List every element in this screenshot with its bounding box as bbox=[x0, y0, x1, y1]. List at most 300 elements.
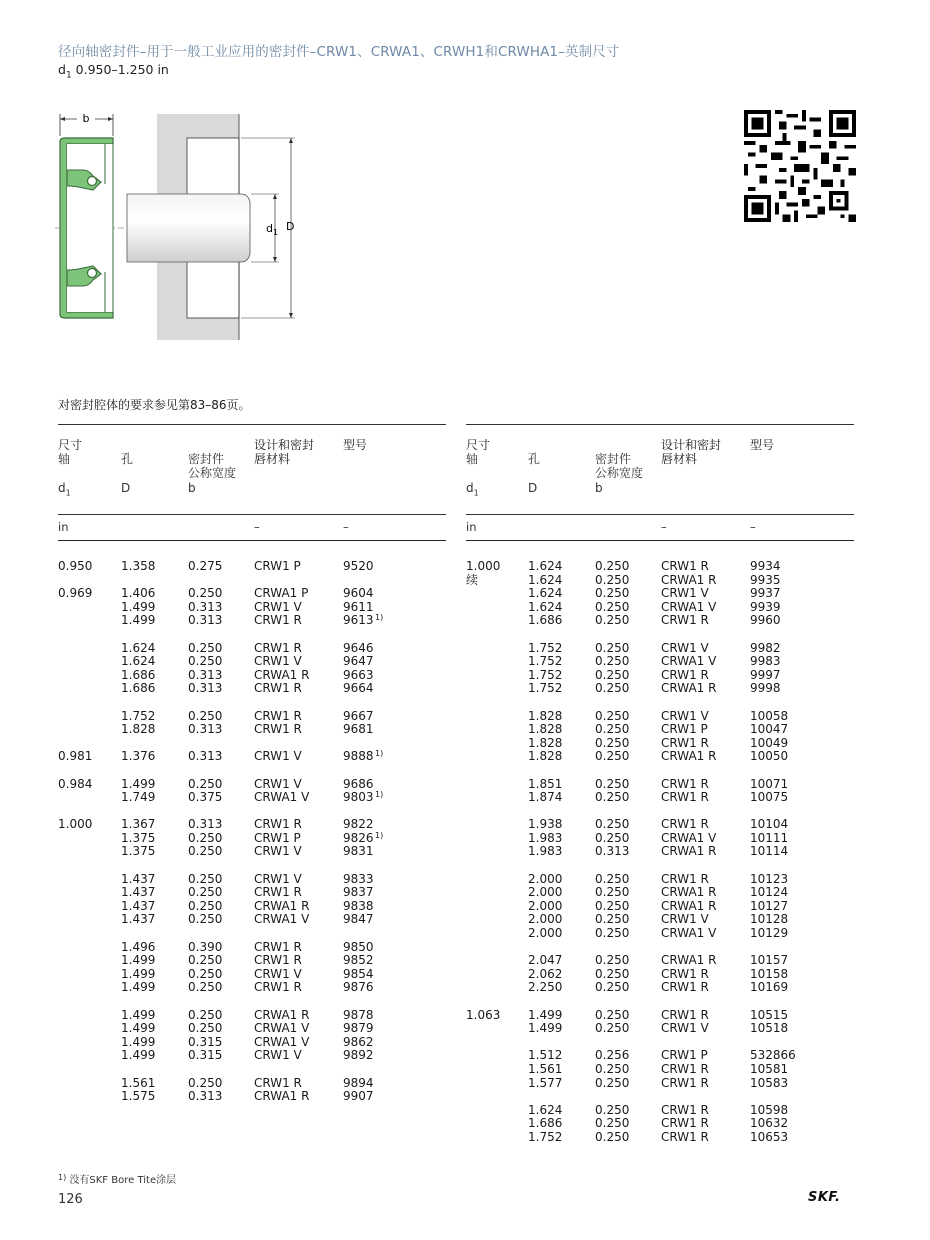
bore-diameter: 2.250 bbox=[528, 980, 563, 995]
table-row bbox=[466, 968, 854, 982]
design-material: CRW1 R bbox=[254, 1075, 302, 1090]
footnote: $^{1)}$ 没有SKF Bore Tite涂层 bbox=[58, 1173, 177, 1186]
design-material: CRW1 V bbox=[254, 776, 302, 791]
design-material: CRW1 R bbox=[661, 613, 709, 628]
seal-width: 0.250 bbox=[595, 926, 630, 941]
bore-diameter: 1.575 bbox=[121, 1089, 156, 1104]
design-material: CRW1 R bbox=[661, 1116, 709, 1131]
table-row bbox=[466, 832, 854, 846]
header-dimensions: 尺寸 bbox=[58, 438, 83, 452]
table-row bbox=[466, 913, 854, 927]
design-material: CRWA1 V bbox=[661, 926, 717, 941]
seal-width: 0.313 bbox=[188, 613, 223, 628]
bore-diameter: 2.000 bbox=[528, 912, 563, 927]
table-row bbox=[466, 682, 854, 696]
label-D: D bbox=[286, 220, 295, 233]
design-material: CRW1 R bbox=[661, 790, 709, 805]
bore-diameter: 1.752 bbox=[528, 640, 563, 655]
design-material: CRW1 R bbox=[254, 817, 302, 832]
seal-width: 0.250 bbox=[188, 586, 223, 601]
table-row bbox=[58, 832, 446, 846]
table-row bbox=[58, 669, 446, 683]
bore-diameter: 1.828 bbox=[528, 708, 563, 723]
design-material: CRW1 V bbox=[254, 1048, 302, 1063]
designation: 9850 bbox=[343, 939, 374, 954]
designation: 9878 bbox=[343, 1007, 374, 1022]
table-row bbox=[466, 642, 854, 656]
designation: 10157 bbox=[750, 953, 789, 968]
seal-width: 0.250 bbox=[595, 871, 630, 886]
table-row bbox=[466, 1117, 854, 1131]
designation: 10653 bbox=[750, 1129, 789, 1144]
design-material: CRWA1 V bbox=[661, 830, 717, 845]
designation: 10050 bbox=[750, 749, 789, 764]
seal-width: 0.250 bbox=[595, 1061, 630, 1076]
table-row bbox=[58, 1009, 446, 1023]
bore-diameter: 2.000 bbox=[528, 898, 563, 913]
seal-width: 0.250 bbox=[595, 817, 630, 832]
table-row bbox=[58, 886, 446, 900]
design-material: CRWA1 R bbox=[254, 898, 310, 913]
table-row bbox=[58, 1036, 446, 1050]
seal-width: 0.250 bbox=[595, 898, 630, 913]
design-material: CRW1 R bbox=[661, 1007, 709, 1022]
design-material: CRW1 R bbox=[661, 559, 709, 573]
seal-width: 0.250 bbox=[595, 681, 630, 696]
bore-diameter: 1.376 bbox=[121, 749, 156, 764]
table-row bbox=[466, 873, 854, 887]
design-material: CRWA1 R bbox=[661, 885, 717, 900]
seal-width: 0.250 bbox=[595, 613, 630, 628]
seal-width: 0.315 bbox=[188, 1034, 223, 1049]
seal-width: 0.250 bbox=[595, 708, 630, 723]
seal-width: 0.250 bbox=[595, 667, 630, 682]
designation: 9854 bbox=[343, 966, 374, 981]
designation: 9822 bbox=[343, 817, 374, 832]
seal-width: 0.250 bbox=[188, 640, 223, 655]
designation: 9803 bbox=[343, 790, 374, 805]
design-material: CRW1 R bbox=[661, 667, 709, 682]
design-material: CRW1 V bbox=[254, 966, 302, 981]
designation: 9907 bbox=[343, 1089, 374, 1104]
header-bore: 孔 bbox=[121, 452, 134, 466]
table-row bbox=[466, 614, 854, 628]
design-material: CRWA1 V bbox=[254, 1021, 310, 1036]
designation: 10047 bbox=[750, 722, 789, 737]
table-row bbox=[466, 1022, 854, 1036]
seal-width: 0.375 bbox=[188, 790, 223, 805]
table-row bbox=[58, 587, 446, 601]
seal-width: 0.250 bbox=[595, 599, 630, 614]
shaft-diameter: 0.969 bbox=[58, 586, 93, 601]
designation: 9667 bbox=[343, 708, 374, 723]
design-material: CRWA1 R bbox=[254, 667, 310, 682]
table-row bbox=[58, 614, 446, 628]
table-row bbox=[58, 873, 446, 887]
table-row bbox=[58, 941, 446, 955]
table-row bbox=[58, 723, 446, 737]
design-material: CRW1 R bbox=[254, 613, 302, 628]
header-design: 设计和密封 唇材料 bbox=[254, 438, 315, 466]
design-material: CRWA1 R bbox=[661, 749, 717, 764]
bore-diameter: 1.437 bbox=[121, 912, 156, 927]
designation: 9892 bbox=[343, 1048, 374, 1063]
designation: 9960 bbox=[750, 613, 781, 628]
bore-diameter: 1.499 bbox=[121, 953, 156, 968]
designation: 9664 bbox=[343, 681, 374, 696]
size-range: $d_1$ 0.950–1.250 in bbox=[58, 62, 169, 81]
design-material: CRW1 R bbox=[661, 1061, 709, 1076]
seal-width: 0.275 bbox=[188, 559, 223, 573]
table-row bbox=[466, 954, 854, 968]
design-material: CRW1 R bbox=[254, 722, 302, 737]
bore-diameter: 1.752 bbox=[528, 654, 563, 669]
bore-diameter: 1.624 bbox=[121, 640, 156, 655]
bore-diameter: 1.752 bbox=[528, 667, 563, 682]
label-d1: $d_1$ bbox=[266, 222, 279, 237]
table-row bbox=[466, 560, 854, 574]
table-row bbox=[58, 655, 446, 669]
design-material: CRW1 R bbox=[254, 939, 302, 954]
design-material: CRWA1 R bbox=[661, 953, 717, 968]
table-row bbox=[466, 710, 854, 724]
bore-diameter: 1.828 bbox=[528, 749, 563, 764]
designation: 10518 bbox=[750, 1021, 789, 1036]
bore-diameter: 1.983 bbox=[528, 844, 563, 859]
unit-dash: – bbox=[343, 520, 349, 534]
seal-width: 0.250 bbox=[595, 559, 630, 573]
footnote-ref: 1) bbox=[375, 613, 384, 623]
design-material: CRWA1 R bbox=[254, 1007, 310, 1022]
designation: 10128 bbox=[750, 912, 789, 927]
table-rows-left bbox=[58, 560, 446, 1104]
seal-width: 0.250 bbox=[188, 1075, 223, 1090]
bore-diameter: 1.828 bbox=[121, 722, 156, 737]
design-material: CRW1 R bbox=[254, 980, 302, 995]
designation: 9647 bbox=[343, 654, 374, 669]
shaft-diameter: 0.950 bbox=[58, 559, 93, 573]
table-row bbox=[466, 981, 854, 995]
bore-diameter: 1.686 bbox=[528, 1116, 563, 1131]
bore-diameter: 1.499 bbox=[121, 599, 156, 614]
table-row bbox=[466, 1131, 854, 1145]
designation: 9613 bbox=[343, 613, 374, 628]
designation: 9876 bbox=[343, 980, 374, 995]
unit-dash: – bbox=[661, 520, 667, 534]
table-row bbox=[58, 778, 446, 792]
seal-width: 0.250 bbox=[595, 586, 630, 601]
seal-width: 0.250 bbox=[188, 844, 223, 859]
designation: 9935 bbox=[750, 572, 781, 587]
table-row bbox=[58, 845, 446, 859]
bore-diameter: 1.828 bbox=[528, 722, 563, 737]
bore-diameter: 2.000 bbox=[528, 926, 563, 941]
seal-width: 0.390 bbox=[188, 939, 223, 954]
table-row bbox=[466, 601, 854, 615]
design-material: CRW1 V bbox=[661, 1021, 709, 1036]
design-material: CRW1 V bbox=[661, 708, 709, 723]
seal-width: 0.250 bbox=[595, 1116, 630, 1131]
designation: 10071 bbox=[750, 776, 789, 791]
seal-width: 0.250 bbox=[595, 1102, 630, 1117]
designation: 10111 bbox=[750, 830, 789, 845]
shaft-diameter: 0.981 bbox=[58, 749, 93, 764]
seal-width: 0.250 bbox=[595, 654, 630, 669]
symbol-b: b bbox=[188, 481, 196, 495]
footnote-ref: 1) bbox=[375, 749, 384, 759]
seal-width: 0.250 bbox=[595, 776, 630, 791]
design-material: CRW1 V bbox=[254, 871, 302, 886]
bore-diameter: 1.624 bbox=[528, 559, 563, 573]
bore-diameter: 1.851 bbox=[528, 776, 563, 791]
designation: 9852 bbox=[343, 953, 374, 968]
design-material: CRW1 R bbox=[661, 817, 709, 832]
table-row bbox=[58, 560, 446, 574]
table-row bbox=[58, 968, 446, 982]
seal-width: 0.250 bbox=[595, 830, 630, 845]
header-design: 设计和密封 唇材料 bbox=[661, 438, 722, 466]
design-material: CRW1 R bbox=[661, 966, 709, 981]
table-row bbox=[466, 750, 854, 764]
unit-in: in bbox=[58, 520, 69, 534]
skf-logo: SKF. bbox=[808, 1190, 841, 1205]
designation: 9879 bbox=[343, 1021, 374, 1036]
designation: 9862 bbox=[343, 1034, 374, 1049]
designation: 9983 bbox=[750, 654, 781, 669]
designation: 9681 bbox=[343, 722, 374, 737]
seal-width: 0.250 bbox=[595, 885, 630, 900]
design-material: CRW1 V bbox=[254, 599, 302, 614]
designation: 10632 bbox=[750, 1116, 789, 1131]
designation: 9982 bbox=[750, 640, 781, 655]
table-row bbox=[466, 723, 854, 737]
seal-width: 0.250 bbox=[188, 898, 223, 913]
design-material: CRW1 P bbox=[254, 559, 301, 573]
design-material: CRWA1 R bbox=[661, 572, 717, 587]
header-bore: 孔 bbox=[528, 452, 541, 466]
seal-width: 0.250 bbox=[595, 953, 630, 968]
seal-width: 0.313 bbox=[188, 722, 223, 737]
seal-width: 0.250 bbox=[188, 708, 223, 723]
design-material: CRW1 R bbox=[254, 640, 302, 655]
bore-diameter: 1.437 bbox=[121, 871, 156, 886]
bore-diameter: 1.577 bbox=[528, 1075, 563, 1090]
table-row bbox=[58, 791, 446, 805]
design-material: CRW1 P bbox=[661, 1048, 708, 1063]
table-row bbox=[58, 710, 446, 724]
designation: 10075 bbox=[750, 790, 789, 805]
seal-width: 0.250 bbox=[595, 966, 630, 981]
seal-width: 0.315 bbox=[188, 1048, 223, 1063]
designation: 532866 bbox=[750, 1048, 796, 1063]
shaft-diameter: 1.000 bbox=[58, 817, 93, 832]
seal-width: 0.250 bbox=[188, 1021, 223, 1036]
unit-dash: – bbox=[254, 520, 260, 534]
seal-width: 0.250 bbox=[188, 871, 223, 886]
seal-width: 0.250 bbox=[188, 912, 223, 927]
designation: 9838 bbox=[343, 898, 374, 913]
design-material: CRWA1 R bbox=[661, 681, 717, 696]
designation: 10104 bbox=[750, 817, 789, 832]
design-material: CRW1 R bbox=[661, 1129, 709, 1144]
table-row bbox=[466, 669, 854, 683]
designation: 9937 bbox=[750, 586, 781, 601]
design-material: CRW1 R bbox=[661, 1102, 709, 1117]
table-row bbox=[58, 913, 446, 927]
housing-requirements-note: 对密封腔体的要求参见第83–86页。 bbox=[58, 398, 251, 412]
bore-diameter: 1.749 bbox=[121, 790, 156, 805]
bore-diameter: 1.358 bbox=[121, 559, 156, 573]
designation: 10158 bbox=[750, 966, 789, 981]
designation: 9833 bbox=[343, 871, 374, 886]
designation: 10123 bbox=[750, 871, 789, 886]
seal-width: 0.250 bbox=[188, 830, 223, 845]
seal-width: 0.250 bbox=[595, 640, 630, 655]
designation: 9939 bbox=[750, 599, 781, 614]
seal-width: 0.313 bbox=[188, 817, 223, 832]
symbol-b: b bbox=[595, 481, 603, 495]
seal-width: 0.250 bbox=[188, 980, 223, 995]
seal-width: 0.313 bbox=[188, 681, 223, 696]
design-material: CRW1 R bbox=[661, 735, 709, 750]
designation: 10581 bbox=[750, 1061, 789, 1076]
table-row bbox=[58, 981, 446, 995]
design-material: CRW1 V bbox=[254, 844, 302, 859]
footnote-ref: 1) bbox=[375, 830, 384, 840]
design-material: CRW1 R bbox=[661, 980, 709, 995]
symbol-d1: $d_1$ bbox=[58, 481, 71, 498]
bore-diameter: 1.499 bbox=[121, 1021, 156, 1036]
designation: 10114 bbox=[750, 844, 789, 859]
symbol-D: D bbox=[528, 481, 538, 495]
seal-width: 0.313 bbox=[188, 667, 223, 682]
seal-width: 0.250 bbox=[595, 1075, 630, 1090]
bore-diameter: 1.437 bbox=[121, 885, 156, 900]
page-title: 径向轴密封件–用于一般工业应用的密封件–CRW1、CRWA1、CRWH1和CRWHA1–英制尺寸 bbox=[58, 44, 620, 60]
seal-width: 0.313 bbox=[188, 749, 223, 764]
designation: 10169 bbox=[750, 980, 789, 995]
table-row bbox=[58, 1077, 446, 1091]
design-material: CRWA1 V bbox=[254, 790, 310, 805]
header-dimensions: 尺寸 bbox=[466, 438, 491, 452]
page-number: 126 bbox=[58, 1192, 83, 1207]
bore-diameter: 2.000 bbox=[528, 885, 563, 900]
unit-in: in bbox=[466, 520, 477, 534]
unit-dash: – bbox=[750, 520, 756, 534]
seal-width: 0.256 bbox=[595, 1048, 630, 1063]
table-row bbox=[466, 587, 854, 601]
table-row bbox=[58, 1090, 446, 1104]
design-material: CRW1 P bbox=[254, 830, 301, 845]
bore-diameter: 1.367 bbox=[121, 817, 156, 832]
bore-diameter: 1.499 bbox=[121, 980, 156, 995]
table-row bbox=[58, 1049, 446, 1063]
seal-width: 0.250 bbox=[188, 654, 223, 669]
designation: 9646 bbox=[343, 640, 374, 655]
bore-diameter: 2.000 bbox=[528, 871, 563, 886]
table-row bbox=[466, 737, 854, 751]
design-material: CRW1 R bbox=[661, 1075, 709, 1090]
bore-diameter: 1.496 bbox=[121, 939, 156, 954]
bore-diameter: 1.499 bbox=[528, 1021, 563, 1036]
designation: 9997 bbox=[750, 667, 781, 682]
designation: 10127 bbox=[750, 898, 789, 913]
bore-diameter: 1.512 bbox=[528, 1048, 563, 1063]
designation: 10129 bbox=[750, 926, 789, 941]
designation: 9894 bbox=[343, 1075, 374, 1090]
seal-width: 0.250 bbox=[595, 722, 630, 737]
design-material: CRWA1 R bbox=[661, 898, 717, 913]
design-material: CRW1 V bbox=[254, 654, 302, 669]
designation: 9998 bbox=[750, 681, 781, 696]
designation: 10049 bbox=[750, 735, 789, 750]
bore-diameter: 1.686 bbox=[121, 667, 156, 682]
shaft-diameter: 1.063 bbox=[466, 1007, 501, 1022]
designation: 9663 bbox=[343, 667, 374, 682]
symbol-d1: $d_1$ bbox=[466, 481, 479, 498]
seal-width: 0.250 bbox=[595, 735, 630, 750]
seal-width: 0.313 bbox=[188, 1089, 223, 1104]
shaft-diameter: 续 bbox=[466, 572, 479, 587]
bore-diameter: 1.624 bbox=[528, 1102, 563, 1117]
seal-width: 0.313 bbox=[595, 844, 630, 859]
designation: 9934 bbox=[750, 559, 781, 573]
design-material: CRWA1 P bbox=[254, 586, 309, 601]
bore-diameter: 1.624 bbox=[528, 599, 563, 614]
bore-diameter: 1.499 bbox=[528, 1007, 563, 1022]
header-designation: 型号 bbox=[750, 438, 775, 452]
bore-diameter: 1.874 bbox=[528, 790, 563, 805]
design-material: CRWA1 R bbox=[254, 1089, 310, 1104]
design-material: CRWA1 R bbox=[661, 844, 717, 859]
bore-diameter: 1.375 bbox=[121, 844, 156, 859]
table-row bbox=[466, 1063, 854, 1077]
bore-diameter: 1.499 bbox=[121, 613, 156, 628]
design-material: CRW1 V bbox=[661, 586, 709, 601]
designation: 10058 bbox=[750, 708, 789, 723]
seal-width: 0.250 bbox=[188, 953, 223, 968]
qr-code bbox=[744, 110, 856, 222]
seal-width: 0.250 bbox=[188, 966, 223, 981]
design-material: CRWA1 V bbox=[661, 599, 717, 614]
bore-diameter: 1.561 bbox=[528, 1061, 563, 1076]
design-material: CRW1 R bbox=[254, 953, 302, 968]
designation: 9826 bbox=[343, 830, 374, 845]
bore-diameter: 1.938 bbox=[528, 817, 563, 832]
designation: 10583 bbox=[750, 1075, 789, 1090]
bore-diameter: 1.499 bbox=[121, 776, 156, 791]
table-row bbox=[466, 1049, 854, 1063]
seal-width: 0.250 bbox=[595, 1129, 630, 1144]
table-row bbox=[466, 818, 854, 832]
seal-width: 0.313 bbox=[188, 599, 223, 614]
seal-width: 0.250 bbox=[595, 980, 630, 995]
table-row bbox=[58, 682, 446, 696]
bore-diameter: 1.752 bbox=[121, 708, 156, 723]
table-row bbox=[58, 601, 446, 615]
seal-drawing bbox=[55, 110, 315, 350]
symbol-D: D bbox=[121, 481, 131, 495]
design-material: CRW1 R bbox=[254, 681, 302, 696]
designation: 9847 bbox=[343, 912, 374, 927]
designation: 10124 bbox=[750, 885, 789, 900]
bore-diameter: 1.437 bbox=[121, 898, 156, 913]
bore-diameter: 1.499 bbox=[121, 966, 156, 981]
design-material: CRW1 R bbox=[254, 885, 302, 900]
seal-width: 0.250 bbox=[595, 749, 630, 764]
design-material: CRW1 V bbox=[661, 640, 709, 655]
design-material: CRWA1 V bbox=[254, 912, 310, 927]
